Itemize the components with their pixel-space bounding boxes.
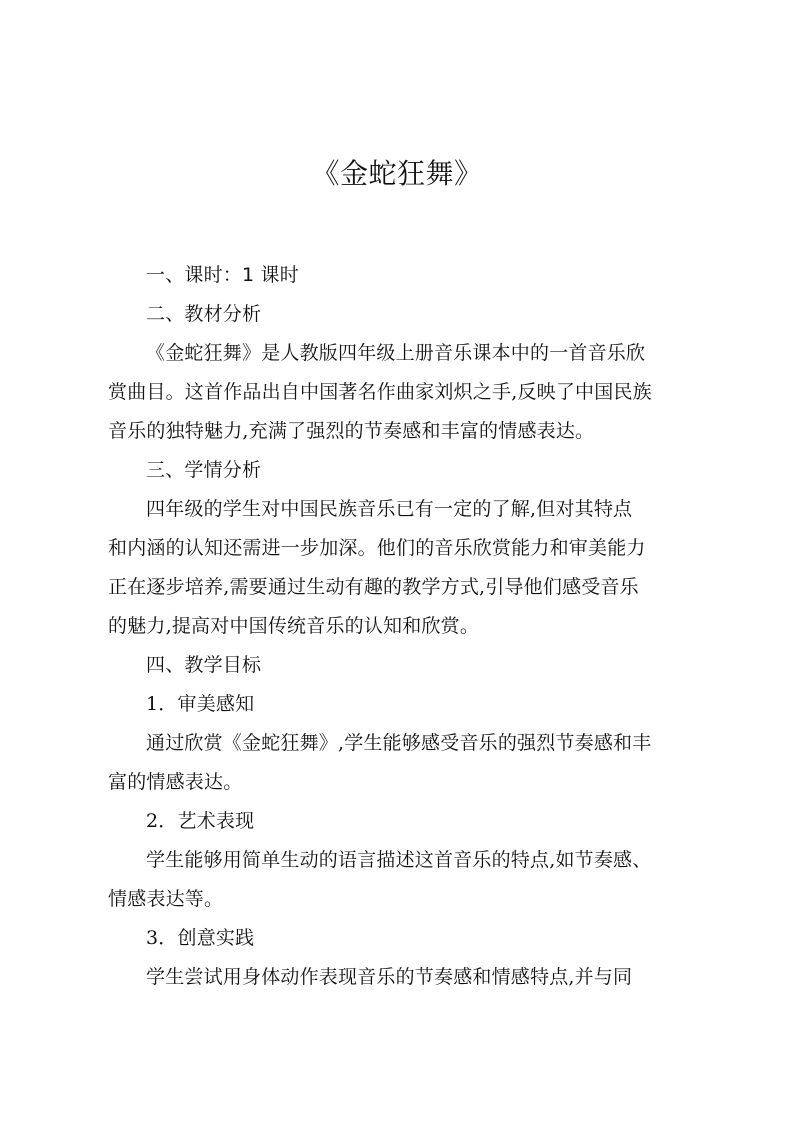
section-heading-student-analysis: 三、学情分析 [146, 459, 262, 481]
subheading-artistic-expression: 2．艺术表现 [146, 810, 255, 832]
subheading-aesthetic-perception: 1．审美感知 [146, 693, 255, 715]
paragraph-line: 音乐的独特魅力,充满了强烈的节奏感和丰富的情感表达。 [108, 420, 595, 442]
section-heading-material-analysis: 二、教材分析 [146, 303, 262, 325]
document-body [108, 256, 692, 997]
paragraph-line: 正在逐步培养,需要通过生动有趣的教学方式,引导他们感受音乐 [108, 576, 639, 598]
paragraph-line: 《金蛇狂舞》是人教版四年级上册音乐课本中的一首音乐欣 [146, 342, 646, 364]
paragraph-line: 四年级的学生对中国民族音乐已有一定的了解,但对其特点 [146, 498, 633, 520]
document-title: 《金蛇狂舞》 [311, 157, 483, 190]
paragraph-line: 学生能够用简单生动的语言描述这首音乐的特点,如节奏感、 [146, 849, 652, 871]
paragraph-line: 赏曲目。这首作品出自中国著名作曲家刘炽之手,反映了中国民族 [108, 381, 652, 403]
lesson-hours-line: 一、课时：1 课时 [146, 264, 299, 286]
section-heading-teaching-goals: 四、教学目标 [146, 654, 262, 676]
paragraph-line: 的魅力,提高对中国传统音乐的认知和欣赏。 [108, 615, 480, 637]
paragraph-line: 情感表达等。 [108, 888, 224, 910]
paragraph-line: 学生尝试用身体动作表现音乐的节奏感和情感特点,并与同 [146, 966, 633, 988]
paragraph-line: 富的情感表达。 [108, 771, 243, 793]
subheading-creative-practice: 3．创意实践 [146, 927, 255, 949]
paragraph-line: 通过欣赏《金蛇狂舞》,学生能够感受音乐的强烈节奏感和丰 [146, 732, 652, 754]
paragraph-line: 和内涵的认知还需进一步加深。他们的音乐欣赏能力和审美能力 [108, 537, 646, 559]
